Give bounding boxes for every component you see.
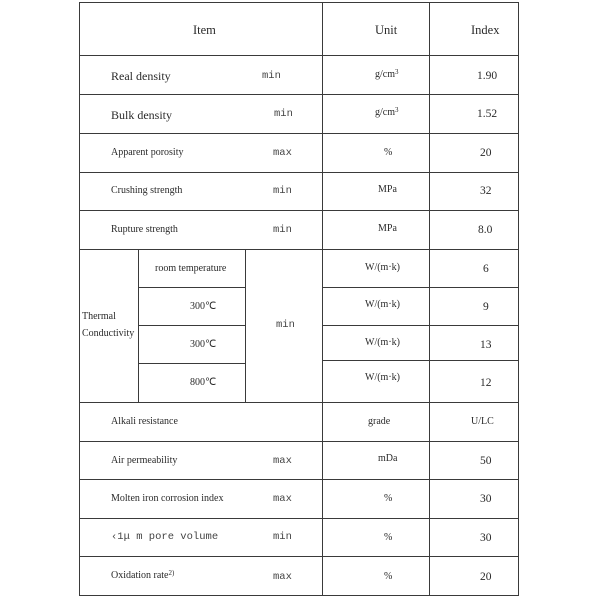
thermal-index: 13 [480,339,492,351]
row-divider [138,325,245,326]
row-divider [138,287,245,288]
item-label: Molten iron corrosion index [111,493,224,504]
unit-label: MPa [378,223,397,234]
thermal-unit: W/(m·k) [365,262,400,273]
index-value: 30 [480,493,492,505]
header-unit: Unit [375,23,398,37]
thermal-condition: 800℃ [190,377,217,388]
item-label [111,570,174,581]
row-divider [79,556,519,557]
row-divider [79,55,519,56]
thermal-unit: W/(m·k) [365,337,400,348]
divider-unit-col [322,2,323,596]
index-value: 20 [480,147,492,159]
row-divider [79,441,519,442]
thermal-condition: 300℃ [190,301,217,312]
row-divider [79,249,519,250]
thermal-limit-label: min [276,319,295,331]
divider-index-col [429,2,430,596]
row-divider [79,94,519,95]
unit-label: grade [368,416,391,427]
index-value: 8.0 [478,224,493,236]
unit-label: % [384,532,393,543]
row-divider [79,210,519,211]
row-divider [79,518,519,519]
index-value: 30 [480,532,492,544]
row-divider [79,402,519,403]
unit-label: % [384,493,393,504]
index-value: 32 [480,185,492,197]
index-value: U/LC [471,416,494,427]
limit-label: max [273,571,292,583]
table-border-bottom [79,595,519,596]
item-label: Apparent porosity [111,147,184,158]
unit-label: % [384,571,393,582]
thermal-label-line1: Thermal [82,311,116,322]
limit-label: min [273,531,292,543]
unit-label [375,69,399,80]
unit-text: g/cm [375,69,395,80]
item-label: Rupture strength [111,224,178,235]
item-text: Oxidation rate [111,570,169,581]
thermal-index: 12 [480,377,492,389]
item-label: ‹1μ m pore volume [111,531,219,543]
row-divider [322,360,519,361]
row-divider [322,287,519,288]
row-divider [138,363,245,364]
table-border-left [79,2,80,596]
unit-superscript: 3 [395,106,399,114]
row-divider [79,133,519,134]
item-label: Real density [111,69,171,83]
index-value: 1.90 [477,70,498,82]
limit-label: max [273,147,292,159]
row-divider [322,325,519,326]
thermal-index: 6 [483,263,489,275]
thermal-unit: W/(m·k) [365,372,400,383]
limit-label: min [273,224,292,236]
unit-label: MPa [378,184,397,195]
thermal-unit: W/(m·k) [365,299,400,310]
limit-label: min [262,70,281,82]
unit-superscript: 3 [395,68,399,76]
item-label: Bulk density [111,108,173,122]
item-label: Air permeability [111,455,178,466]
limit-label: min [274,108,293,120]
header-item: Item [193,23,216,37]
item-label: Alkali resistance [111,416,178,427]
thermal-condition: room temperature [155,263,227,274]
limit-label: min [273,185,292,197]
index-value: 1.52 [477,108,498,120]
row-divider [79,172,519,173]
unit-label: % [384,147,393,158]
index-value: 20 [480,571,492,583]
unit-label [375,107,399,118]
header-index: Index [471,23,500,37]
table-border-right [518,2,519,596]
limit-label: max [273,493,292,505]
divider-thermal-limit [245,249,246,402]
table-border-top [79,2,519,3]
row-divider [79,479,519,480]
index-value: 50 [480,455,492,467]
thermal-label-line2: Conductivity [82,328,135,339]
thermal-condition: 300℃ [190,339,217,350]
limit-label: max [273,455,292,467]
footnote-marker: 2) [168,569,175,577]
item-label: Crushing strength [111,185,183,196]
unit-text: g/cm [375,107,395,118]
unit-label: mDa [378,453,398,464]
thermal-index: 9 [483,301,489,313]
